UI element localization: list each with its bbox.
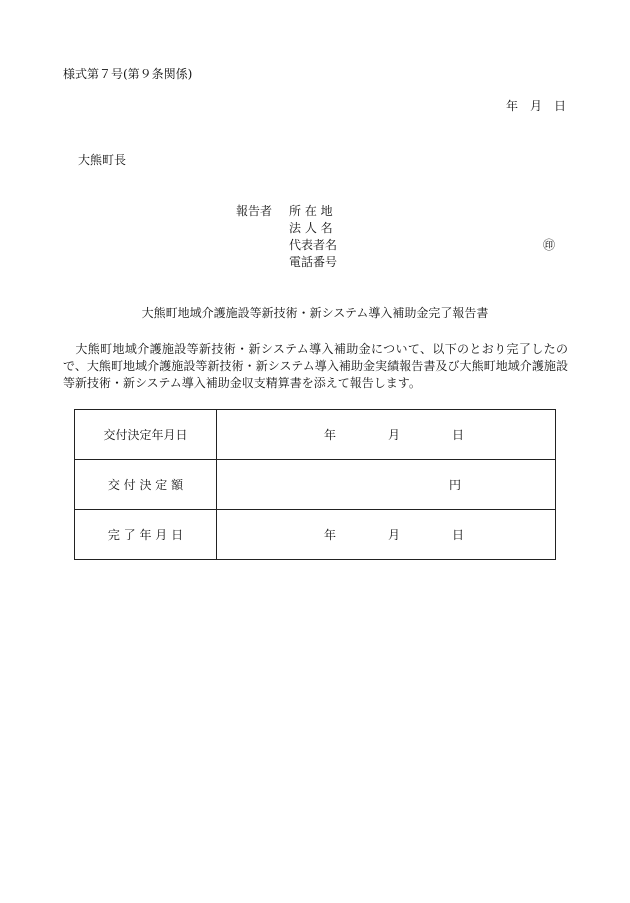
- report-date-line: 年 月 日: [505, 99, 566, 113]
- year-unit: 年: [323, 428, 336, 442]
- field-address-label: 所 在 地: [289, 204, 333, 218]
- grant-amount-value: [217, 460, 556, 510]
- month-unit: 月: [387, 528, 400, 542]
- table-row: [75, 510, 556, 560]
- seal-mark: ㊞: [543, 238, 556, 252]
- completion-date-label: 完 了 年 月 日: [75, 510, 217, 560]
- grant-decision-date-label: 交付決定年月日: [75, 410, 217, 460]
- body-paragraph: 大熊町地域介護施設等新技術・新システム導入補助金について、以下のとおり完了したので、大熊町地域介護施設等新技術・新システム導入補助金実績報告書及び大熊町地域介護施設等新技術・新システム導入補助金収支精算書を添えて報告します。: [63, 342, 568, 390]
- day-unit: 日: [452, 528, 465, 542]
- document-title: 大熊町地域介護施設等新技術・新システム導入補助金完了報告書: [141, 306, 489, 320]
- field-representative-label: 代表者名: [289, 238, 338, 252]
- day-unit: 日: [452, 428, 465, 442]
- year-unit: 年: [323, 528, 336, 542]
- form-number: 様式第７号(第９条関係): [63, 67, 193, 81]
- addressee: 大熊町長: [78, 153, 127, 167]
- field-corporation-name-label: 法 人 名: [289, 221, 333, 235]
- table-row: [75, 460, 556, 510]
- reporter-label: 報告者: [236, 204, 273, 218]
- completion-date-value: [217, 510, 556, 560]
- table-row: [75, 410, 556, 460]
- month-unit: 月: [387, 428, 400, 442]
- grant-amount-label: 交 付 決 定 額: [75, 460, 217, 510]
- grant-decision-date-value: [217, 410, 556, 460]
- reporter-fields: [289, 203, 337, 271]
- yen-unit: 円: [448, 478, 461, 492]
- completion-info-table: [74, 409, 556, 560]
- field-phone-label: 電話番号: [289, 255, 338, 269]
